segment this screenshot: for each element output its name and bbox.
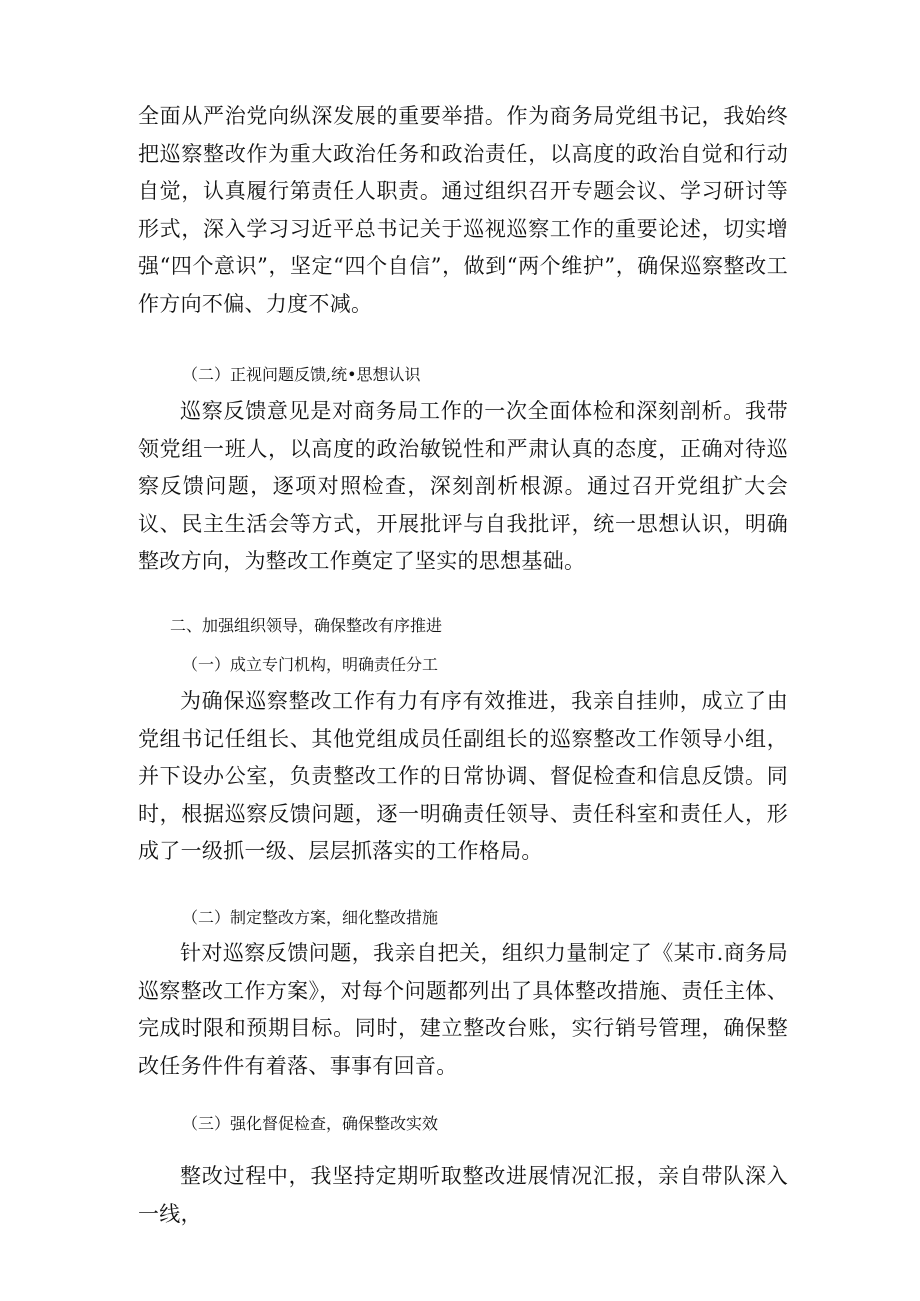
paragraph-3: 为确保巡察整改工作有力有序有效推进，我亲自挂帅，成立了由党组书记任组长、其他党组成员任副组长的巡察整改工作领导小组，并下设办公室，负责整改工作的日常协调、督促检查和信息反馈。同时，根据巡察反馈问题，逐一明确责任领导、责任科室和责任人，形成了一级抓一级、层层抓落实的工作格局。 [138, 689, 788, 864]
paragraph-2: 巡察反馈意见是对商务局工作的一次全面体检和深刻剖析。我带领党组一班人，以高度的政治敏锐性和严肃认真的态度，正确对待巡察反馈问题，逐项对照检查，深刻剖析根源。通过召开党组扩大会议、民主生活会等方式，开展批评与自我批评，统一思想认识，明确整改方向，为整改工作奠定了坚实的思想基础。 [138, 399, 788, 574]
heading-2-2: （二）正视问题反馈,统•思想认识 [182, 365, 421, 384]
heading-2-2b: （二）制定整改方案，细化整改措施 [182, 908, 439, 927]
heading-2-3: （三）强化督促检查，确保整改实效 [182, 1114, 439, 1133]
heading-2-1: （一）成立专门机构，明确责任分工 [182, 655, 439, 674]
section-heading-2: 二、加强组织领导，确保整改有序推进 [170, 616, 443, 635]
paragraph-4: 针对巡察反馈问题，我亲自把关，组织力量制定了《某市.商务局巡察整改工作方案》，对每个问题都列出了具体整改措施、责任主体、完成时限和预期目标。同时，建立整改台账，实行销号管理，确保整改任务件件有着落、事事有回音。 [138, 941, 788, 1078]
paragraph-5: 整改过程中，我坚持定期听取整改进展情况汇报，亲自带队深入一线， [138, 1164, 788, 1226]
paragraph-1: 全面从严治党向纵深发展的重要举措。作为商务局党组书记，我始终把巡察整改作为重大政治任务和政治责任，以高度的政治自觉和行动自觉，认真履行第责任人职责。通过组织召开专题会议、学习研讨等形式，深入学习习近平总书记关于巡视巡察工作的重要论述，切实增强“四个意识”，坚定“四个自信”，做到“两个维护”，确保巡察整改工作方向不偏、力度不减。 [138, 104, 788, 316]
